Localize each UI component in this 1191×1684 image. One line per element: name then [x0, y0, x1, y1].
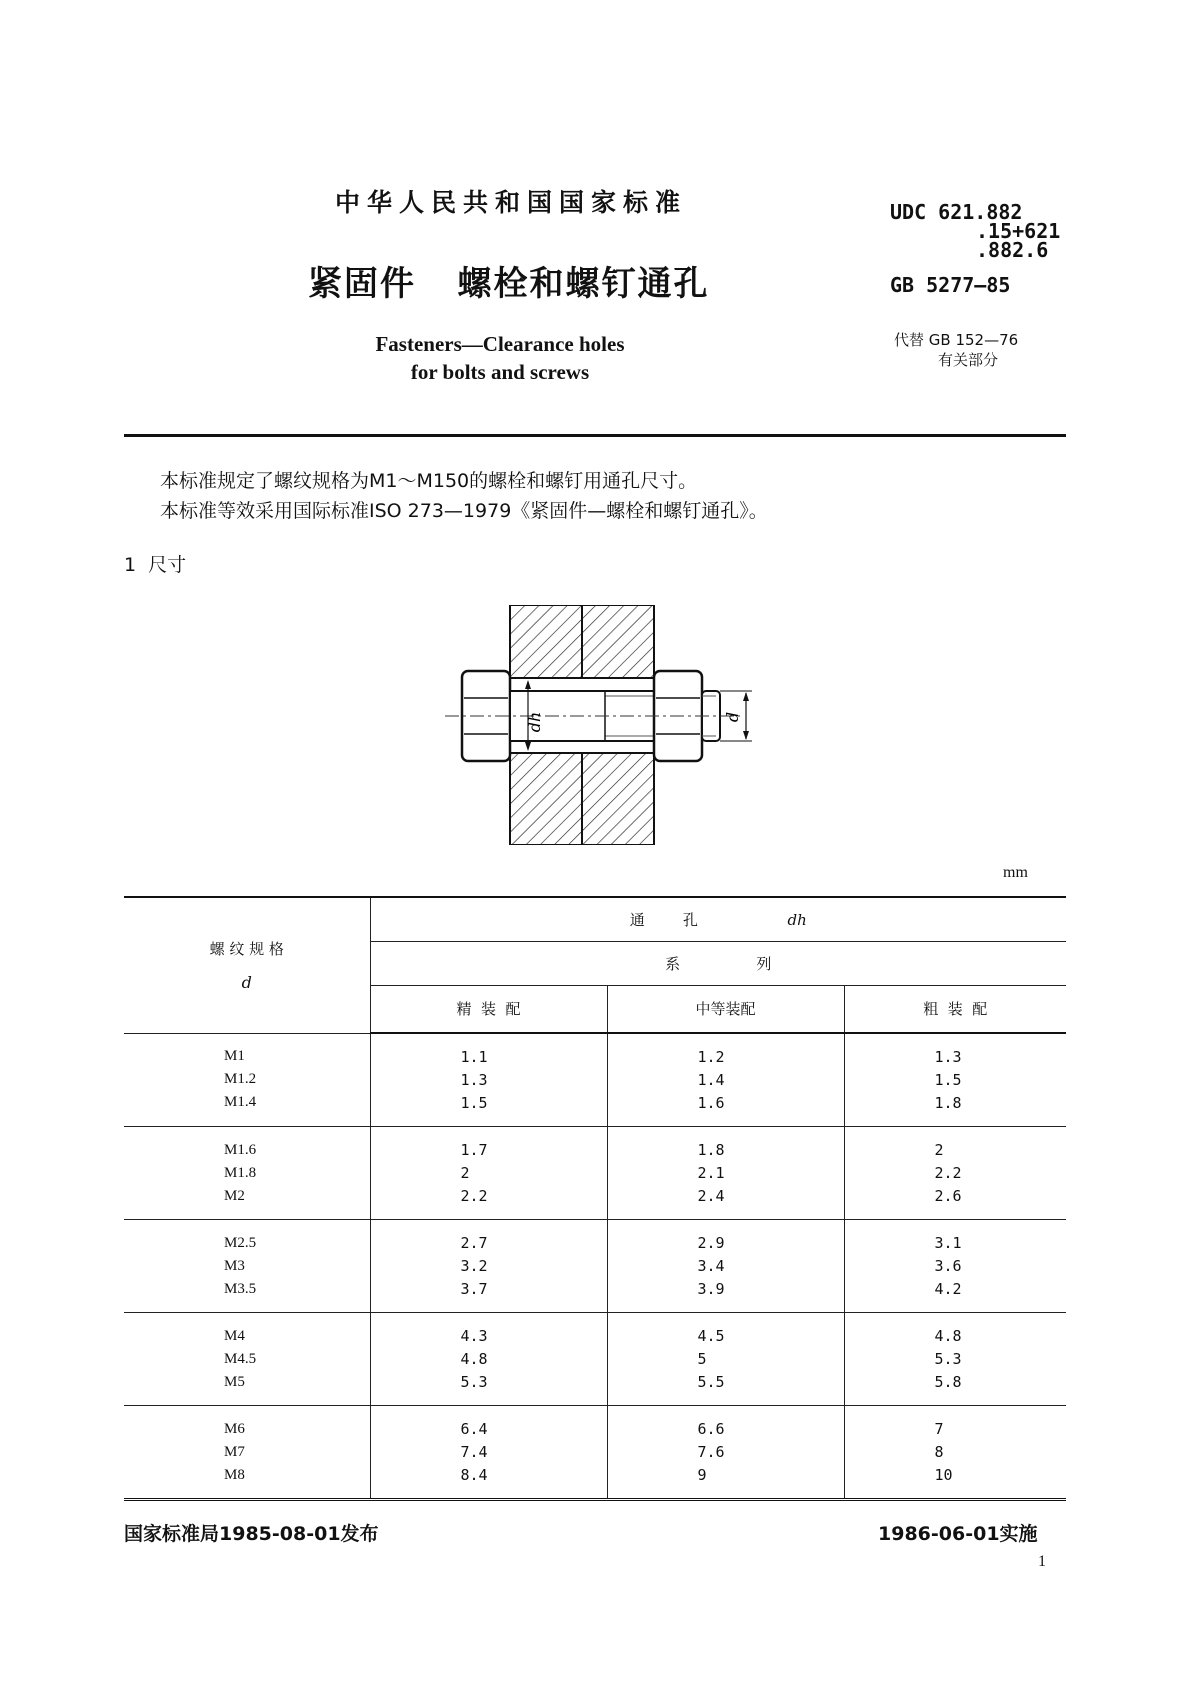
table-value: 2.6 [934, 1186, 962, 1205]
table-value: 5.5 [697, 1372, 725, 1391]
table-value: 8.4 [460, 1465, 488, 1484]
section-heading-dimensions: 1 尺寸 [124, 554, 187, 576]
table-value: 5 [697, 1349, 707, 1368]
table-value: 1.2 [697, 1047, 725, 1066]
udc-line3: .882.6 [976, 238, 1049, 262]
thread-size-cell [124, 1406, 370, 1500]
fine-fit-cell [370, 1220, 607, 1313]
table-value: 2.7 [460, 1233, 488, 1252]
document-title-cn: 紧固件 螺栓和螺钉通孔 [308, 264, 710, 304]
table-value: 2.1 [697, 1163, 725, 1182]
fine-fit-cell [370, 1033, 607, 1127]
through-hole-header [370, 897, 1066, 941]
table-value: 1.1 [460, 1047, 488, 1066]
intro-paragraph [160, 466, 768, 526]
header-divider [124, 434, 1066, 437]
table-value: M8 [224, 1466, 245, 1483]
thread-size-cell [124, 1127, 370, 1220]
table-value: 1.7 [460, 1140, 488, 1159]
thread-size-symbol: d [241, 973, 252, 993]
coarse-fit-cell [844, 1127, 1066, 1220]
table-value: 2.2 [460, 1186, 488, 1205]
unit-label: mm [1003, 864, 1028, 881]
table-value: M1.6 [224, 1141, 257, 1158]
table-value: 6.6 [697, 1419, 725, 1438]
page-number: 1 [1038, 1553, 1046, 1570]
table-value: 1.3 [934, 1047, 962, 1066]
table-value: 2 [460, 1163, 470, 1182]
coarse-fit-cell [844, 1313, 1066, 1406]
thread-size-cell [124, 1220, 370, 1313]
coarse-fit-cell [844, 1033, 1066, 1127]
fine-fit-cell [370, 1127, 607, 1220]
clearance-hole-table [124, 896, 1066, 1501]
gb-standard-code: GB 5277—85 [890, 273, 1011, 297]
table-value: 4.8 [934, 1326, 962, 1345]
table-value: 1.5 [460, 1093, 488, 1112]
table-value: 5.8 [934, 1372, 962, 1391]
table-value: 3.2 [460, 1256, 488, 1275]
table-value: M4.5 [224, 1350, 257, 1367]
replaces-line2: 有关部分 [938, 351, 999, 369]
fine-fit-cell [370, 1406, 607, 1500]
intro-line2: 本标准等效采用国际标准ISO 273—1979《紧固件—螺栓和螺钉通孔》。 [160, 500, 768, 522]
table-value: 7 [934, 1419, 944, 1438]
table-value: 3.9 [697, 1279, 725, 1298]
bolt-clearance-hole-diagram [440, 605, 770, 845]
table-value: M5 [224, 1373, 245, 1390]
table-value: 3.1 [934, 1233, 962, 1252]
table-value: 1.8 [697, 1140, 725, 1159]
table-value: 4.3 [460, 1326, 488, 1345]
table-value: 1.4 [697, 1070, 725, 1089]
table-value: 4.2 [934, 1279, 962, 1298]
dh-label: dh [525, 711, 544, 733]
table-value: M3 [224, 1257, 245, 1274]
d-label: d [723, 711, 742, 723]
title-en-line1: Fasteners—Clearance holes [375, 332, 625, 356]
medium-fit-cell [607, 1406, 844, 1500]
fit-medium-header: 中等装配 [607, 985, 844, 1033]
document-title-en [330, 330, 670, 386]
udc-line1: UDC 621.882 [890, 200, 1023, 224]
thread-size-label: 螺 纹 规 格 [209, 940, 284, 959]
thread-size-header [124, 897, 370, 1033]
table-value: 4.8 [460, 1349, 488, 1368]
table-value: 1.5 [934, 1070, 962, 1089]
series-header: 系 列 [370, 941, 1066, 985]
thread-size-cell [124, 1313, 370, 1406]
table-value: 8 [934, 1442, 944, 1461]
table-value: M1.4 [224, 1094, 257, 1111]
table-value: 2 [934, 1140, 944, 1159]
table-value: 5.3 [460, 1372, 488, 1391]
table-value: 9 [697, 1465, 707, 1484]
table-value: 3.4 [697, 1256, 725, 1275]
table-row-group [124, 1220, 1066, 1313]
table-row-group [124, 1313, 1066, 1406]
table-value: 1.6 [697, 1093, 725, 1112]
thread-size-cell [124, 1033, 370, 1127]
table-value: 6.4 [460, 1419, 488, 1438]
intro-line1: 本标准规定了螺纹规格为M1～M150的螺栓和螺钉用通孔尺寸。 [160, 470, 698, 492]
medium-fit-cell [607, 1220, 844, 1313]
fit-fine-header: 精 装 配 [370, 985, 607, 1033]
national-standard-heading: 中华人民共和国国家标准 [335, 188, 688, 217]
table-value: M4 [224, 1327, 245, 1344]
fine-fit-cell [370, 1313, 607, 1406]
dimension-d [720, 691, 752, 741]
table-value: M7 [224, 1443, 245, 1460]
table-value: M2 [224, 1187, 245, 1204]
table-value: 4.5 [697, 1326, 725, 1345]
table-value: M3.5 [224, 1280, 257, 1297]
replaces-note [894, 330, 1018, 370]
table-value: 3.7 [460, 1279, 488, 1298]
udc-code [890, 200, 1061, 262]
fit-coarse-header: 粗 装 配 [844, 985, 1066, 1033]
effective-date: 1986-06-01实施 [878, 1523, 1038, 1545]
medium-fit-cell [607, 1313, 844, 1406]
issue-date: 国家标准局1985-08-01发布 [124, 1523, 379, 1545]
table-value: M6 [224, 1420, 245, 1437]
table-value: 7.6 [697, 1442, 725, 1461]
table-row-group [124, 1406, 1066, 1500]
through-hole-label: 通 孔 [629, 910, 698, 929]
table-value: 1.8 [934, 1093, 962, 1112]
table-value: 1.3 [460, 1070, 488, 1089]
table-value: M1.2 [224, 1071, 257, 1088]
coarse-fit-cell [844, 1406, 1066, 1500]
table-value: 5.3 [934, 1349, 962, 1368]
replaces-line1: 代替 GB 152—76 [894, 331, 1019, 349]
table-value: M1.8 [224, 1164, 257, 1181]
title-en-line2: for bolts and screws [410, 360, 590, 384]
table-value: 3.6 [934, 1256, 962, 1275]
coarse-fit-cell [844, 1220, 1066, 1313]
table-value: M2.5 [224, 1234, 257, 1251]
udc-line2: .15+621 [976, 219, 1061, 243]
table-value: 7.4 [460, 1442, 488, 1461]
table-value: 2.4 [697, 1186, 725, 1205]
table-value: 2.9 [697, 1233, 725, 1252]
table-row-group [124, 1033, 1066, 1127]
medium-fit-cell [607, 1033, 844, 1127]
table-row-group [124, 1127, 1066, 1220]
table-value: 2.2 [934, 1163, 962, 1182]
medium-fit-cell [607, 1127, 844, 1220]
table-value: M1 [224, 1048, 245, 1065]
through-hole-symbol: dh [787, 910, 807, 929]
table-value: 10 [934, 1465, 953, 1484]
